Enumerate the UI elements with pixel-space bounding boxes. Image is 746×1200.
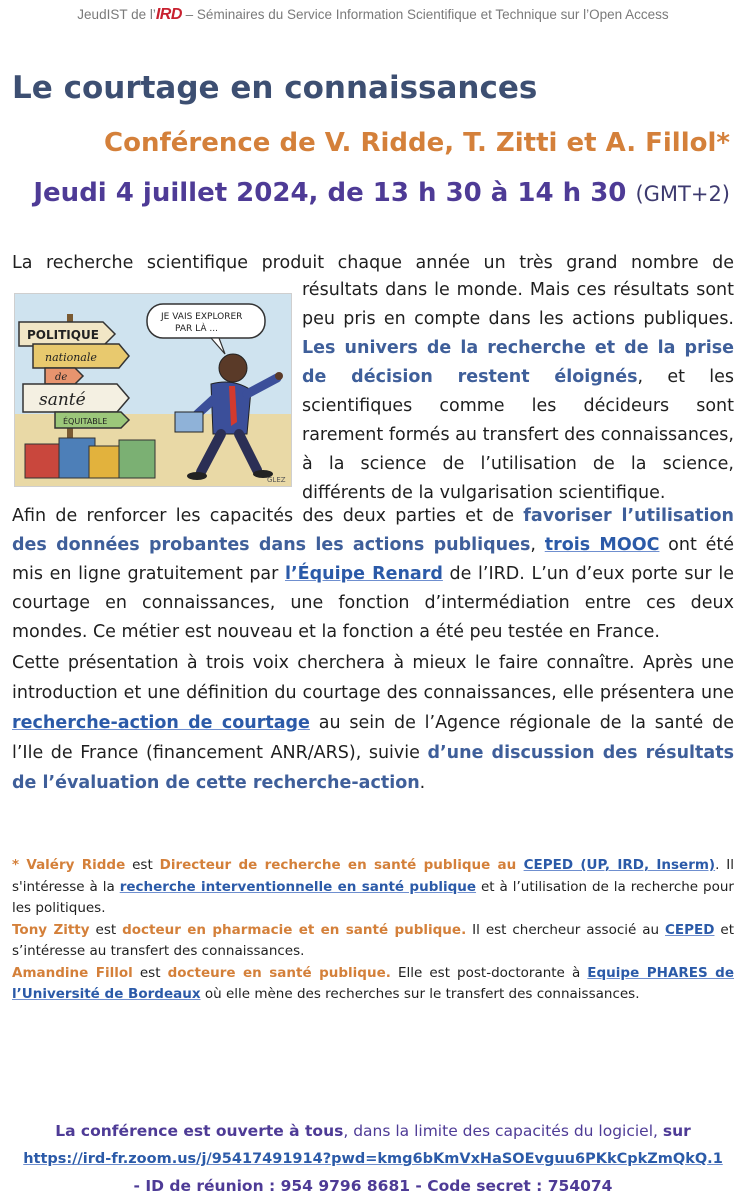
cartoon-illustration bbox=[14, 293, 292, 487]
sign-nationale: nationale bbox=[45, 351, 97, 364]
cartoon-signature: GLEZ bbox=[267, 476, 286, 484]
speaker-bios bbox=[12, 855, 734, 1006]
para2-highlight: favoriser l’utilisation des données probantes dans les actions publiques bbox=[12, 506, 735, 555]
sign-equitable: ÉQUITABLE bbox=[63, 417, 108, 426]
event-date bbox=[33, 178, 730, 208]
header-suffix: – Séminaires du Service Information Scientifique et Technique sur l’Open Access bbox=[181, 7, 669, 22]
mooc-paragraph bbox=[12, 502, 734, 647]
ceped-link[interactable]: CEPED (UP, IRD, Inserm) bbox=[523, 857, 716, 873]
meeting-credentials: - ID de réunion : 954 9796 8681 - Code secret : 754074 bbox=[133, 1177, 613, 1195]
intro-paragraph bbox=[302, 276, 734, 508]
presentation-paragraph bbox=[12, 648, 734, 798]
footer-access-info bbox=[0, 1118, 746, 1200]
sign-de: de bbox=[55, 372, 68, 383]
zoom-link[interactable]: https://ird-fr.zoom.us/j/95417491914?pwd=kmg6bKmVxHaSOEvguu6PKkCpkZmQkQ.1 bbox=[23, 1151, 723, 1167]
intro-first-line: La recherche scientifique produit chaque année un très grand nombre de bbox=[12, 253, 734, 273]
recherche-interventionnelle-link[interactable]: recherche interventionnelle en santé publique bbox=[119, 878, 477, 895]
intro-text-1: résultats dans le monde. Mais ces résultats sont peu pris en compte dans les actions publiques. bbox=[302, 280, 734, 329]
bio-zitty-t2: Il est chercheur associé au bbox=[466, 921, 666, 938]
bio-fillol-name: Amandine Fillol bbox=[12, 964, 133, 981]
footer-open-to-all: La conférence est ouverte à tous bbox=[55, 1122, 344, 1140]
para2-text-1: Afin de renforcer les capacités des deux parties et de bbox=[12, 506, 524, 526]
bio-zitty-name: Tony Zitty bbox=[12, 921, 90, 938]
cartoon-drawing bbox=[15, 294, 291, 486]
bio-ridde-role: Directeur de recherche en santé publique au bbox=[159, 857, 524, 873]
bio-zitty-t3: et s’intéresse au transfert des connaissances. bbox=[12, 921, 734, 959]
bio-fillol-t1: est bbox=[132, 964, 168, 981]
para2-text-3: ont été mis en ligne gratuitement par bbox=[12, 535, 734, 584]
bio-ridde-t1: est bbox=[125, 857, 160, 873]
bio-ridde-t3: et à l’utilisation de la recherche pour les politiques. bbox=[12, 878, 734, 916]
speech-line-1: JE VAIS EXPLORER bbox=[161, 312, 243, 322]
para2-text-2: , bbox=[530, 535, 545, 555]
ceped-link-2[interactable]: CEPED bbox=[665, 921, 715, 938]
mooc-link[interactable]: trois MOOC bbox=[544, 535, 660, 555]
event-timezone: (GMT+2) bbox=[635, 182, 730, 206]
footer-sur: sur bbox=[662, 1122, 691, 1140]
para3-text-1: Cette présentation à trois voix cherchera à mieux le faire connaître. Après une introduction et une définition du courtage des connaissances, elle présentera une bbox=[12, 653, 734, 703]
bio-zitty-role: docteur en pharmacie et en santé publique. bbox=[122, 921, 467, 938]
bio-ridde bbox=[12, 855, 734, 920]
ird-logo: IRD bbox=[155, 6, 182, 23]
para2-text-4: de l’IRD. L’un d’eux porte sur le courtage en connaissances, une fonction d’intermédiation entre ces deux mondes. Ce métier est nouveau et la fonction a été peu testée en France. bbox=[12, 564, 735, 642]
speech-line-2: PAR LÀ ... bbox=[175, 324, 218, 334]
recherche-action-link[interactable]: recherche-action de courtage bbox=[12, 713, 310, 733]
bio-zitty-t1: est bbox=[89, 921, 123, 938]
equipe-renard-link[interactable]: l’Équipe Renard bbox=[284, 564, 443, 584]
sign-politique: POLITIQUE bbox=[27, 328, 99, 342]
intro-highlight: Les univers de la recherche et de la prise de décision restent éloignés bbox=[302, 338, 734, 387]
para3-highlight: d’une discussion des résultats de l’évaluation de cette recherche-action bbox=[12, 743, 735, 793]
bio-ridde-name: * Valéry Ridde bbox=[12, 857, 126, 873]
bio-fillol-role: docteure en santé publique. bbox=[167, 964, 391, 981]
para3-text-2: au sein de l’Agence régionale de la santé de l’Ile de France (financement ANR/ARS), suivie bbox=[12, 713, 734, 763]
bio-fillol-t2: Elle est post-doctorante à bbox=[390, 964, 588, 981]
footer-line-2 bbox=[0, 1145, 746, 1173]
footer-line-1 bbox=[0, 1118, 746, 1145]
intro-text-2: , et les scientifiques comme les décideurs sont rarement formés au transfert des connaissances, à la science de l’utilisation de la science, différents de la vulgarisation scientifique. bbox=[302, 367, 734, 503]
page-title: Le courtage en connaissances bbox=[12, 70, 538, 106]
bio-zitty bbox=[12, 920, 734, 963]
seminar-header bbox=[0, 6, 746, 24]
speakers-subtitle: Conférence de V. Ridde, T. Zitti et A. Fillol* bbox=[104, 128, 730, 158]
bio-fillol bbox=[12, 963, 734, 1006]
equipe-phares-link[interactable]: Equipe PHARES de l’Université de Bordeaux bbox=[12, 964, 735, 1002]
sign-sante: santé bbox=[39, 390, 86, 410]
event-date-main: Jeudi 4 juillet 2024, de 13 h 30 à 14 h 30 bbox=[33, 178, 627, 208]
bio-fillol-t3: où elle mène des recherches sur le transfert des connaissances. bbox=[200, 986, 640, 1002]
para3-text-3: . bbox=[419, 773, 426, 793]
header-prefix: JeudIST de l’ bbox=[77, 7, 156, 22]
footer-text: , dans la limite des capacités du logiciel, bbox=[343, 1122, 663, 1140]
footer-line-3 bbox=[0, 1173, 746, 1200]
bio-ridde-t2: . Il s'intéresse à la bbox=[12, 857, 735, 895]
